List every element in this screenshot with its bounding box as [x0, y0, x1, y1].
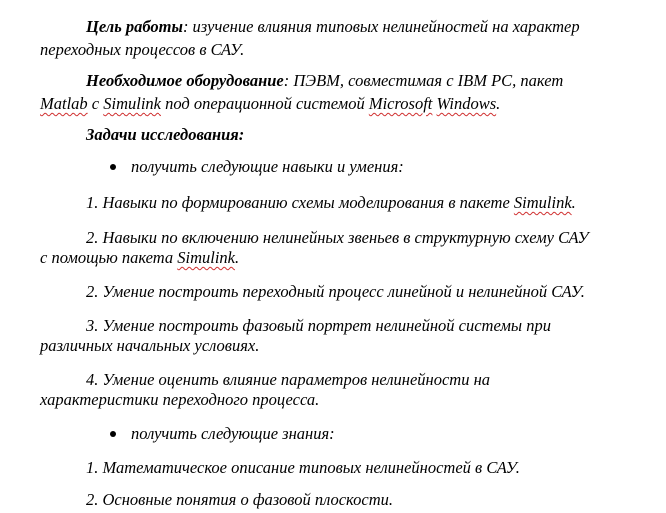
bullet-icon	[110, 164, 116, 170]
bullet-skills: получить следующие навыки и умения:	[131, 157, 404, 176]
skill-1-text: 1. Навыки по формированию схемы моделирования в пакете	[86, 193, 514, 212]
skill-3: 2. Умение построить переходный процесс линейной и нелинейной САУ.	[86, 282, 585, 301]
goal-paragraph	[86, 17, 580, 37]
skill-2-continuation	[40, 248, 239, 268]
knowledge-1: 1. Математическое описание типовых нелинейностей в САУ.	[86, 458, 520, 477]
goal-continuation: переходных процессов в САУ.	[40, 40, 245, 59]
equipment-text-2: под операционной системой	[161, 94, 369, 113]
word-simulink: Simulink	[103, 94, 161, 113]
word-simulink: Simulink	[513, 193, 572, 212]
skill-4: 3. Умение построить фазовый портрет нелинейной системы при	[86, 316, 551, 335]
equipment-continuation	[40, 94, 500, 114]
tasks-heading: Задачи исследования:	[86, 125, 245, 144]
skill-2-text: с помощью пакета	[40, 248, 178, 267]
equipment-paragraph	[86, 71, 563, 91]
skill-4-continuation: различных начальных условиях.	[40, 336, 260, 355]
word-windows: Windows	[436, 94, 497, 113]
skill-2: 2. Навыки по включению нелинейных звеньев в структурную схему САУ	[86, 228, 589, 247]
word-simulink: Simulink	[177, 248, 235, 267]
equipment-label: Необходимое оборудование	[86, 71, 284, 90]
skill-2-end: .	[234, 248, 240, 267]
skill-5: 4. Умение оценить влияние параметров нелинейности на	[86, 370, 491, 389]
equipment-text: : ПЭВМ, совместимая с IBM PC, пакет	[283, 71, 564, 90]
equipment-text-4: .	[496, 94, 501, 113]
bullet-icon	[110, 431, 116, 437]
skill-1	[86, 193, 576, 213]
bullet-knowledge: получить следующие знания:	[131, 424, 335, 443]
word-matlab: Matlab	[40, 94, 88, 113]
skill-5-continuation: характеристики переходного процесса.	[40, 390, 320, 409]
skill-1-end: .	[571, 193, 576, 212]
equipment-text-1: с	[87, 94, 104, 113]
word-microsoft: Microsoft	[368, 94, 433, 113]
knowledge-2: 2. Основные понятия о фазовой плоскости.	[86, 490, 394, 509]
goal-text: : изучение влияния типовых нелинейностей на характер	[182, 17, 580, 36]
goal-label: Цель работы	[86, 17, 183, 36]
